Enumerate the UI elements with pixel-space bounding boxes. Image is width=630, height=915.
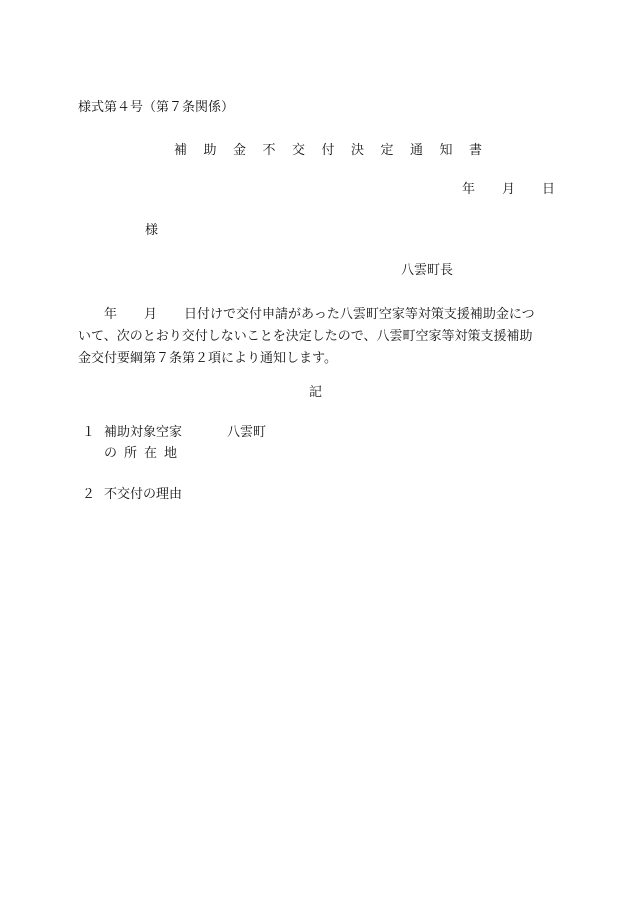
body-year: 年 bbox=[104, 307, 118, 322]
title-char: 書 bbox=[469, 143, 483, 158]
title-char: 定 bbox=[380, 143, 394, 158]
body-paragraph bbox=[78, 304, 554, 370]
body-line-1 bbox=[78, 304, 554, 326]
title-char: 通 bbox=[410, 143, 424, 158]
label-char: 地 bbox=[164, 446, 178, 461]
title-char: 決 bbox=[351, 143, 365, 158]
form-number: 様式第４号（第７条関係） bbox=[78, 100, 235, 115]
sender-name: 八雲町長 bbox=[401, 263, 454, 278]
addressee-honorific: 様 bbox=[145, 223, 159, 238]
label-char: の bbox=[104, 446, 118, 461]
label-char: 所 bbox=[124, 446, 138, 461]
title-char: 金 bbox=[233, 143, 247, 158]
label-char: 在 bbox=[144, 446, 158, 461]
item-1-value: 八雲町 bbox=[227, 425, 267, 440]
body-month: 月 bbox=[144, 307, 158, 322]
item-1-label: 補助対象空家 bbox=[104, 425, 183, 440]
title-char: 知 bbox=[439, 143, 453, 158]
date-year: 年 bbox=[461, 182, 475, 197]
date-day: 日 bbox=[541, 182, 555, 197]
item-1-label-continued bbox=[104, 447, 184, 460]
item-2-number: ２ bbox=[82, 487, 96, 502]
title-char: 助 bbox=[203, 143, 217, 158]
issue-date bbox=[462, 183, 555, 196]
title-char: 不 bbox=[262, 143, 276, 158]
title-char: 交 bbox=[292, 143, 306, 158]
body-line-2: いて、次のとおり交付しないことを決定したので、八雲町空家等対策支援補助 bbox=[78, 329, 533, 344]
title-char: 付 bbox=[321, 143, 335, 158]
item-2-label: 不交付の理由 bbox=[104, 487, 183, 502]
item-1-number: １ bbox=[82, 425, 96, 440]
document-title bbox=[174, 144, 499, 157]
date-month: 月 bbox=[501, 182, 515, 197]
body-line-1-text: 日付けで交付申請があった八雲町空家等対策支援補助金につ bbox=[184, 307, 535, 322]
record-mark: 記 bbox=[309, 385, 323, 400]
body-line-3: 金交付要綱第７条第２項により通知します。 bbox=[78, 351, 337, 366]
title-char: 補 bbox=[174, 143, 188, 158]
